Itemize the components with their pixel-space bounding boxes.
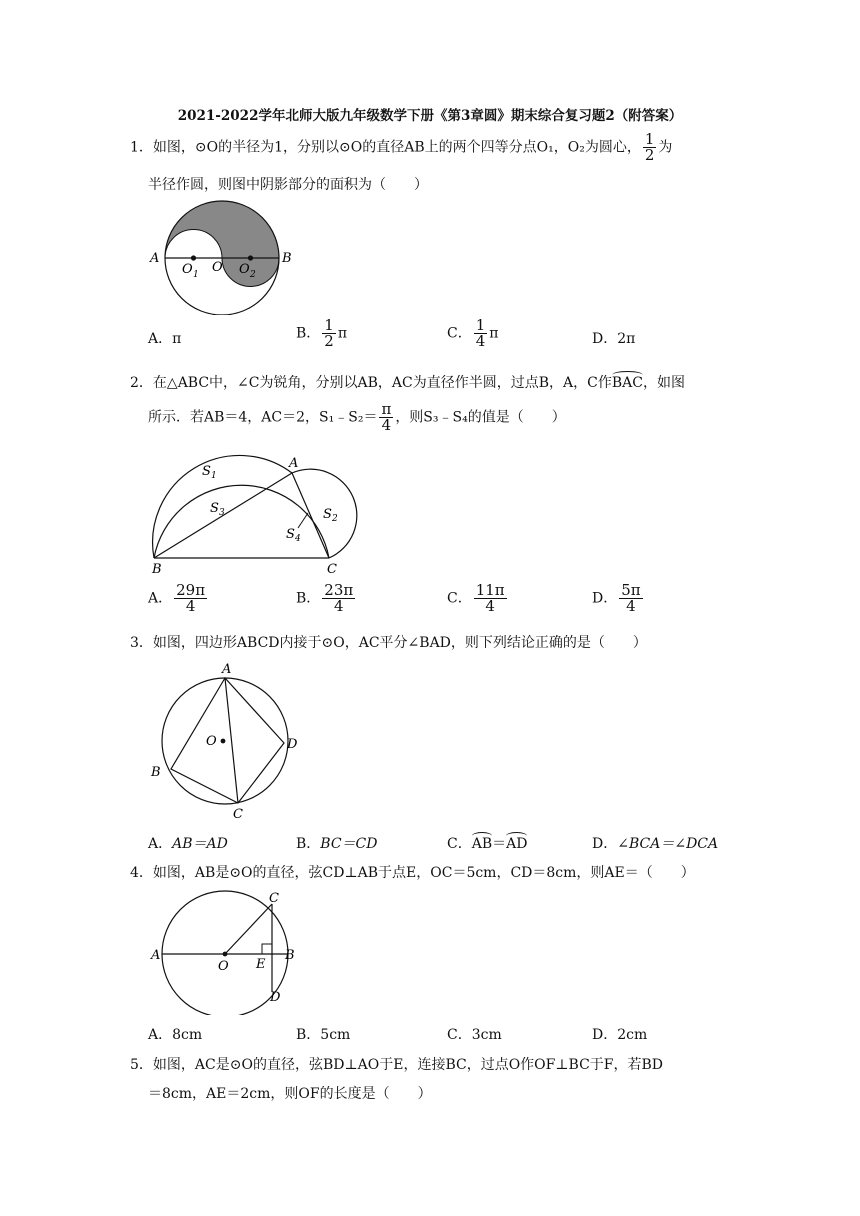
svg-text:4: 4 xyxy=(295,534,301,544)
q1-option-c[interactable]: C． $\frac{1}{4}$ π xyxy=(447,316,499,350)
svg-text:3: 3 xyxy=(219,508,225,518)
label-e: E xyxy=(256,957,266,972)
figure-2 xyxy=(140,445,380,580)
label-a: A xyxy=(289,456,299,471)
label-c: C xyxy=(269,891,279,906)
svg-text:2: 2 xyxy=(332,514,338,524)
label-o: O xyxy=(218,959,229,974)
label-a: A xyxy=(150,251,160,266)
label-d: D xyxy=(287,737,298,752)
q1-option-d[interactable]: D．2π xyxy=(592,331,636,347)
q4-option-b[interactable]: B．5cm xyxy=(296,1027,351,1043)
svg-text:S: S xyxy=(210,501,219,516)
svg-text:S: S xyxy=(323,507,332,522)
svg-text:2: 2 xyxy=(250,270,256,280)
q2-option-c[interactable]: C． $\frac{11\pi}{4}$ xyxy=(447,581,505,615)
q3-option-b[interactable]: B．BC＝CD xyxy=(296,836,378,852)
label-a: A xyxy=(151,948,161,963)
document-title: 2021-2022学年北师大版九年级数学下册《第3章圆》期末综合复习题2（附答案） xyxy=(177,108,683,124)
svg-text:S: S xyxy=(286,527,295,542)
q2-option-a[interactable]: A． $\frac{29\pi}{4}$ xyxy=(148,581,206,615)
question-number: 1． xyxy=(130,139,153,156)
label-b: B xyxy=(152,562,162,577)
svg-text:S: S xyxy=(202,464,211,479)
label-o: O xyxy=(206,734,217,749)
label-o2: O xyxy=(239,262,250,277)
point-o1 xyxy=(191,255,196,260)
arc-bac: BAC xyxy=(611,375,643,391)
question-5-line-2: ＝8cm，AE＝2cm，则OF的长度是（ ） xyxy=(148,1086,432,1102)
question-2-line-1: 2．在△ABC中，∠C为锐角，分别以AB，AC为直径作半圆，过点B，A，C作BAC，如图 xyxy=(130,375,685,391)
figure-4 xyxy=(145,885,305,1015)
q3-option-a[interactable]: A．AB＝AD xyxy=(148,836,228,852)
question-1-line-1: 1．如图，⊙O的半径为1，分别以⊙O的直径AB上的两个四等分点O₁，O₂为圆心， $\frac{1}{2}$ 为 xyxy=(130,130,673,164)
label-b: B xyxy=(151,765,161,780)
q4-option-d[interactable]: D．2cm xyxy=(592,1027,648,1043)
figure-3 xyxy=(145,658,315,823)
fraction: $\frac{1}{2}$ xyxy=(644,130,655,164)
question-1-line-2: 半径作圆，则图中阴影部分的面积为（ ） xyxy=(148,177,428,193)
label-a: A xyxy=(222,662,232,677)
label-b: B xyxy=(282,251,292,266)
q1-option-b[interactable]: B． $\frac{1}{2}$ π xyxy=(296,316,348,350)
label-c: C xyxy=(327,562,337,577)
label-o1: O xyxy=(182,262,193,277)
q3-option-c[interactable]: C．AB＝AD xyxy=(447,836,528,852)
label-c: C xyxy=(233,807,243,822)
question-2-line-2: 所示．若AB＝4，AC＝2，S₁﹣S₂＝ $\frac{\pi}{4}$ ，则S₃﹣S₄的值是（ ） xyxy=(148,400,566,434)
question-3-line-1: 3．如图，四边形ABCD内接于⊙O，AC平分∠BAD，则下列结论正确的是（ ） xyxy=(130,635,647,651)
q4-option-a[interactable]: A．8cm xyxy=(148,1027,203,1043)
q2-option-d[interactable]: D． $\frac{5\pi}{4}$ xyxy=(592,581,641,615)
label-d: D xyxy=(270,990,281,1005)
figure-1 xyxy=(140,195,300,315)
question-text: 如图，⊙O的半径为1，分别以⊙O的直径AB上的两个四等分点O₁，O₂为圆心， xyxy=(152,139,641,156)
svg-text:1: 1 xyxy=(211,471,217,481)
svg-text:1: 1 xyxy=(193,270,199,280)
q1-option-a[interactable]: A．π xyxy=(148,331,182,347)
question-5-line-1: 5．如图，AC是⊙O的直径，弦BD⊥AO于E，连接BC，过点O作OF⊥BC于F，若BD xyxy=(130,1057,664,1073)
point-o2 xyxy=(248,255,253,260)
label-o: O xyxy=(212,260,223,275)
q4-option-c[interactable]: C．3cm xyxy=(447,1027,502,1043)
q3-option-d[interactable]: D．∠BCA＝∠DCA xyxy=(592,836,719,852)
q2-option-b[interactable]: B． $\frac{23\pi}{4}$ xyxy=(296,581,354,615)
question-4-line-1: 4．如图，AB是⊙O的直径，弦CD⊥AB于点E，OC＝5cm，CD＝8cm，则AE＝（ ） xyxy=(130,865,695,881)
label-b: B xyxy=(285,948,295,963)
